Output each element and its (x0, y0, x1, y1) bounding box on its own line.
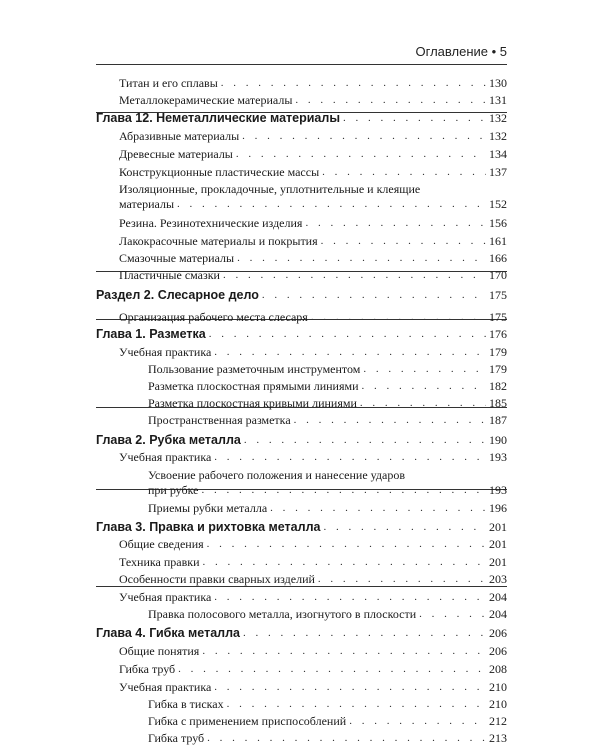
toc-entry-page: 161 (489, 234, 507, 248)
toc-entry-page: 206 (489, 644, 507, 658)
toc-entry-title: Правка полосового металла, изогнутого в плоскости (148, 607, 417, 621)
toc-entry-page: 175 (489, 310, 507, 324)
toc-entry-title: Металлокерамические материалы (119, 93, 293, 107)
toc-entry-title: Разметка плоскостная кривыми линиями (148, 396, 357, 410)
toc-entry[interactable] (96, 234, 507, 249)
dot-leader (294, 413, 486, 428)
toc-entry-page: 134 (489, 147, 507, 161)
toc-entry[interactable] (96, 413, 507, 428)
dot-leader (202, 483, 487, 498)
toc-heading-title: Глава 1. Разметка (96, 327, 206, 341)
toc-entry[interactable] (96, 501, 507, 516)
running-header-text: Оглавление • 5 (415, 44, 507, 59)
toc-entry-page: 193 (489, 450, 507, 464)
toc-entry[interactable] (96, 396, 507, 411)
dot-leader (363, 362, 486, 377)
toc-entry-page: 210 (489, 680, 507, 694)
dot-leader (305, 216, 486, 231)
toc-entry-page: 170 (489, 268, 507, 282)
toc-entry[interactable] (96, 680, 507, 695)
dot-leader (270, 501, 486, 516)
toc-entry-title: Гибка в тисках (148, 697, 224, 711)
dot-leader (207, 731, 486, 746)
toc-entry-title: Лакокрасочные материалы и покрытия (119, 234, 318, 248)
toc-entry[interactable] (96, 607, 507, 622)
toc-entry[interactable] (96, 362, 507, 377)
toc-entry[interactable] (96, 572, 507, 587)
toc-entry[interactable] (96, 147, 507, 162)
toc-entry-title: Гибка труб (148, 731, 205, 745)
dot-leader (262, 288, 486, 303)
dot-leader (203, 555, 486, 570)
toc-heading-title: Глава 3. Правка и рихтовка металла (96, 520, 321, 534)
dot-leader (236, 147, 486, 162)
toc-entry[interactable] (96, 731, 507, 746)
toc-entry-title: Конструкционные пластические массы (119, 165, 320, 179)
toc-entry[interactable] (96, 165, 507, 180)
toc-entry-page: 213 (489, 731, 507, 745)
toc-entry-page: 201 (489, 555, 507, 569)
toc-entry-title: Приемы рубки металла (148, 501, 268, 515)
dot-leader (323, 520, 486, 535)
toc-entry-title: Техника правки (119, 555, 200, 569)
toc-entry-page: 208 (489, 662, 507, 676)
dot-leader (243, 626, 486, 641)
dot-leader (214, 345, 486, 360)
dot-leader (178, 662, 486, 677)
toc-entry-page: 212 (489, 714, 507, 728)
toc-entry-title: Учебная практика (119, 590, 212, 604)
toc-entry-title: Организация рабочего места слесаря (119, 310, 308, 324)
dot-leader (209, 327, 486, 342)
toc-entry-title: Общие понятия (119, 644, 200, 658)
toc-entry-title: Смазочные материалы (119, 251, 235, 265)
toc-entry-title-line1: Изоляционные, прокладочные, уплотнительные и клеящие (119, 182, 421, 196)
dot-leader (343, 111, 486, 126)
toc-entry-page: 204 (489, 590, 507, 604)
toc-entry-page: 132 (489, 129, 507, 143)
toc-entry[interactable] (96, 76, 507, 91)
toc-entry-page: 210 (489, 697, 507, 711)
toc-entry-page: 132 (489, 111, 507, 125)
dot-leader (311, 310, 486, 325)
toc-entry[interactable] (96, 251, 507, 266)
toc-entry-page: 201 (489, 537, 507, 551)
toc-entry-page: 190 (489, 433, 507, 447)
toc-entry-page: 201 (489, 520, 507, 534)
toc-section-heading[interactable] (96, 288, 507, 303)
toc-entry[interactable] (96, 345, 507, 360)
toc-chapter-heading[interactable] (96, 433, 507, 448)
toc-entry[interactable] (96, 662, 507, 677)
toc-entry-title: Учебная практика (119, 345, 212, 359)
dot-leader (214, 680, 486, 695)
dot-leader (321, 234, 486, 249)
toc-entry-page: 187 (489, 413, 507, 427)
toc-entry-page: 131 (489, 93, 507, 107)
dot-leader (223, 268, 486, 283)
dot-leader (207, 537, 486, 552)
dot-leader (322, 165, 486, 180)
dot-leader (214, 590, 486, 605)
toc-heading-title: Раздел 2. Слесарное дело (96, 288, 259, 302)
toc-heading-title: Глава 4. Гибка металла (96, 626, 241, 640)
toc-heading-title: Глава 2. Рубка металла (96, 433, 241, 447)
toc-entry-page: 179 (489, 345, 507, 359)
dot-leader (242, 129, 486, 144)
toc-entry[interactable] (96, 268, 507, 283)
dot-leader (214, 450, 486, 465)
toc-chapter-heading[interactable] (96, 111, 507, 126)
toc-entry[interactable] (96, 590, 507, 605)
toc-entry-title: Разметка плоскостная прямыми линиями (148, 379, 359, 393)
toc-entry[interactable] (96, 129, 507, 144)
dot-leader (227, 697, 486, 712)
toc-entry-page: 137 (489, 165, 507, 179)
toc-heading-title: Глава 12. Неметаллические материалы (96, 111, 340, 125)
toc-entry[interactable] (96, 450, 507, 465)
dot-leader (318, 572, 486, 587)
toc-entry-title: Пластичные смазки (119, 268, 220, 282)
toc-entry[interactable] (96, 555, 507, 570)
toc-entry-title-line2: при рубке (148, 483, 199, 497)
dot-leader (221, 76, 486, 91)
toc-entry-title: Учебная практика (119, 450, 212, 464)
toc-entry[interactable] (96, 379, 507, 394)
toc-entry[interactable] (96, 537, 507, 552)
toc-entry-page: 206 (489, 626, 507, 640)
toc-entry-title: Гибка труб (119, 662, 176, 676)
toc-entry-page: 175 (489, 288, 507, 302)
toc-entry-title: Пространственная разметка (148, 413, 291, 427)
toc-entry-page: 130 (489, 76, 507, 90)
toc-entry-page: 179 (489, 362, 507, 376)
toc-entry[interactable] (96, 93, 507, 108)
toc-entry-page: 185 (489, 396, 507, 410)
toc-entry-page: 156 (489, 216, 507, 230)
toc-entry[interactable] (96, 216, 507, 231)
toc-entry-title: Абразивные материалы (119, 129, 240, 143)
toc-entry-page: 203 (489, 572, 507, 586)
toc-entry-title: Древесные материалы (119, 147, 233, 161)
dot-leader (362, 379, 486, 394)
dot-leader (202, 644, 486, 659)
toc-entry-page: 196 (489, 501, 507, 515)
toc-entry-title: Общие сведения (119, 537, 204, 551)
toc-entry-page: 152 (489, 197, 507, 211)
toc-chapter-heading[interactable] (96, 520, 507, 535)
toc-entry-title-line2: материалы (119, 197, 175, 211)
toc-entry[interactable] (96, 644, 507, 659)
dot-leader (419, 607, 486, 622)
dot-leader (244, 433, 486, 448)
dot-leader (295, 93, 486, 108)
toc-entry-title: Пользование разметочным инструментом (148, 362, 361, 376)
toc-entry-multiline[interactable] (119, 182, 507, 212)
toc-entry-page: 166 (489, 251, 507, 265)
dot-leader (360, 396, 486, 411)
toc-entry[interactable] (96, 697, 507, 712)
toc-entry-page: 204 (489, 607, 507, 621)
toc-chapter-heading[interactable] (96, 626, 507, 641)
toc-entry-page: 176 (489, 327, 507, 341)
toc-entry-title-line1: Усвоение рабочего положения и нанесение ударов (148, 468, 406, 482)
toc-entry-title: Учебная практика (119, 680, 212, 694)
toc-entry-title: Гибка с применением приспособлений (148, 714, 347, 728)
toc-entry[interactable] (96, 310, 507, 325)
dot-leader (237, 251, 486, 266)
toc-entry-page: 182 (489, 379, 507, 393)
toc-entry[interactable] (96, 714, 507, 729)
toc-entry-page: 193 (489, 483, 507, 497)
toc-entry-title: Резина. Резинотехнические изделия (119, 216, 303, 230)
toc-chapter-heading[interactable] (96, 327, 507, 342)
dot-leader (349, 714, 486, 729)
toc-entry-multiline[interactable] (148, 468, 507, 498)
toc-entry-title: Особенности правки сварных изделий (119, 572, 315, 586)
toc-entry-title: Титан и его сплавы (119, 76, 218, 90)
dot-leader (177, 197, 486, 212)
running-header (96, 42, 507, 65)
